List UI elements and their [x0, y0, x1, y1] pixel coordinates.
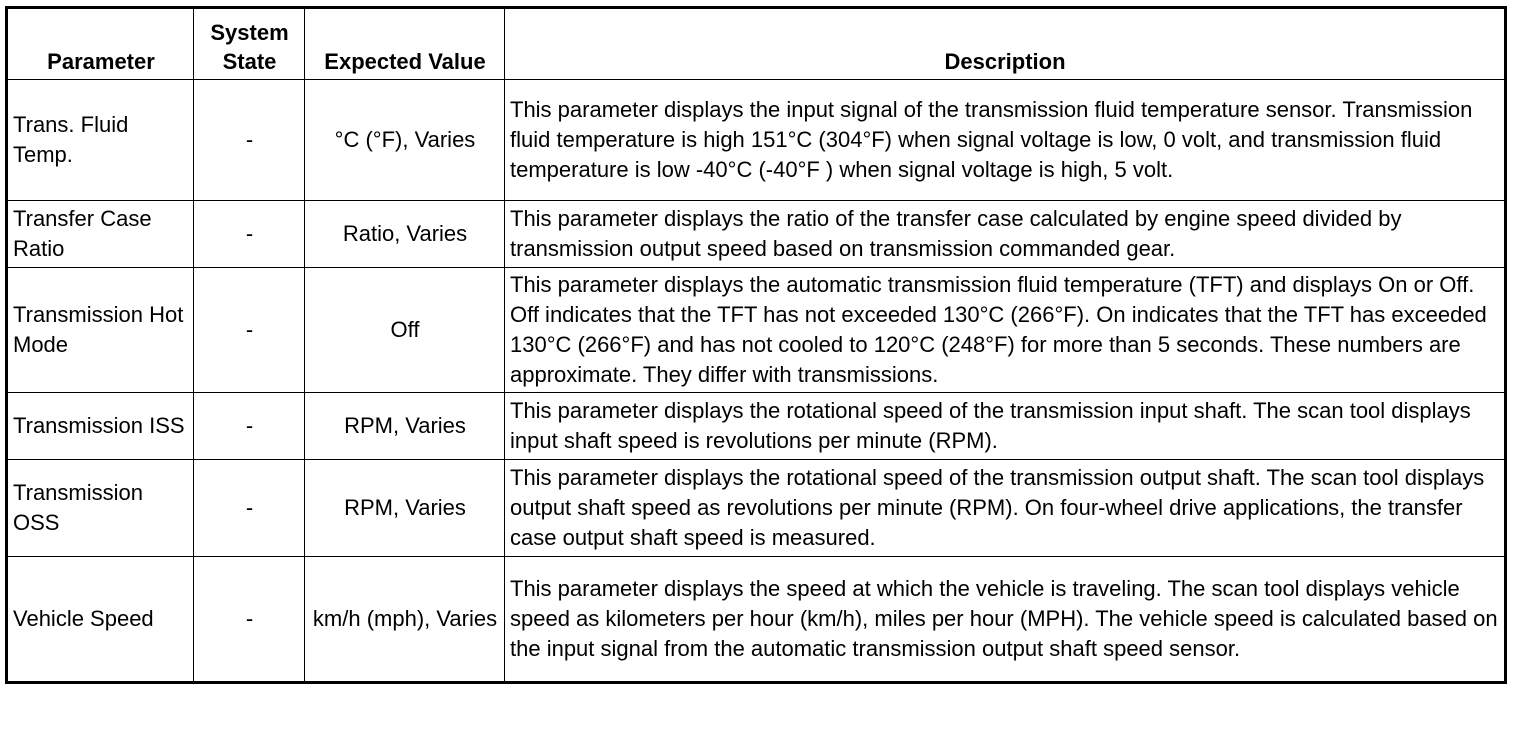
table-row	[7, 393, 1506, 460]
cell-description: This parameter displays the automatic transmission fluid temperature (TFT) and displays On or Off. Off indicates that the TFT has not exceeded 130°C (266°F). On indicates that the TFT has exceeded 130°C (266°F) and has not cooled to 120°C (248°F) for more than 5 seconds. These numbers are approximate. They differ with transmissions.	[505, 268, 1506, 393]
cell-parameter: Vehicle Speed	[7, 557, 194, 683]
cell-system-state: -	[194, 557, 305, 683]
table-row	[7, 268, 1506, 393]
table-row	[7, 557, 1506, 683]
cell-system-state: -	[194, 201, 305, 268]
header-parameter: Parameter	[7, 8, 194, 80]
table-header-row	[7, 8, 1506, 80]
cell-parameter: Transmission OSS	[7, 460, 194, 557]
cell-description: This parameter displays the ratio of the transfer case calculated by engine speed divided by transmission output speed based on transmission commanded gear.	[505, 201, 1506, 268]
cell-system-state: -	[194, 460, 305, 557]
table-row	[7, 460, 1506, 557]
cell-parameter: Transmission Hot Mode	[7, 268, 194, 393]
cell-expected-value: RPM, Varies	[305, 460, 505, 557]
header-description: Description	[505, 8, 1506, 80]
cell-description: This parameter displays the speed at which the vehicle is traveling. The scan tool displays vehicle speed as kilometers per hour (km/h), miles per hour (MPH). The vehicle speed is calculated based on the input signal from the automatic transmission output shaft speed sensor.	[505, 557, 1506, 683]
header-expected-value: Expected Value	[305, 8, 505, 80]
cell-description: This parameter displays the rotational speed of the transmission output shaft. The scan tool displays output shaft speed as revolutions per minute (RPM). On four-wheel drive applications, the transfer case output shaft speed is measured.	[505, 460, 1506, 557]
parameter-table	[5, 6, 1507, 684]
header-system-state: System State	[194, 8, 305, 80]
cell-parameter: Transmission ISS	[7, 393, 194, 460]
cell-parameter: Transfer Case Ratio	[7, 201, 194, 268]
cell-system-state: -	[194, 80, 305, 201]
table-row	[7, 80, 1506, 201]
table-row	[7, 201, 1506, 268]
cell-expected-value: Off	[305, 268, 505, 393]
cell-system-state: -	[194, 393, 305, 460]
cell-description: This parameter displays the input signal of the transmission fluid temperature sensor. Transmission fluid temperature is high 151°C (304°F) when signal voltage is low, 0 volt, and transmission fluid temperature is low -40°C (-40°F ) when signal voltage is high, 5 volt.	[505, 80, 1506, 201]
cell-expected-value: °C (°F), Varies	[305, 80, 505, 201]
cell-expected-value: RPM, Varies	[305, 393, 505, 460]
cell-expected-value: km/h (mph), Varies	[305, 557, 505, 683]
cell-parameter: Trans. Fluid Temp.	[7, 80, 194, 201]
cell-description: This parameter displays the rotational speed of the transmission input shaft. The scan tool displays input shaft speed is revolutions per minute (RPM).	[505, 393, 1506, 460]
cell-system-state: -	[194, 268, 305, 393]
cell-expected-value: Ratio, Varies	[305, 201, 505, 268]
